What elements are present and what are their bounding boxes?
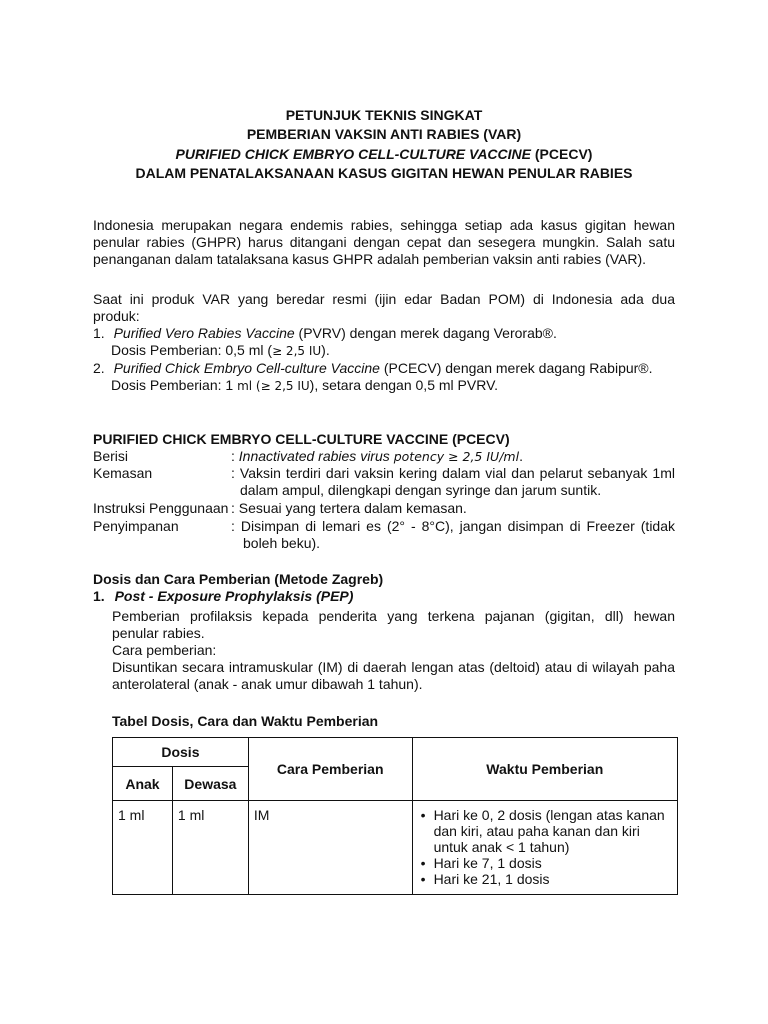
product-item-2-name: Purified Chick Embryo Cell-culture Vaccine xyxy=(113,360,380,376)
berisi-dot: . xyxy=(519,448,523,464)
pep-number: 1. xyxy=(93,588,105,604)
penyimpanan-line: : Disimpan di lemari es (2° - 8°C), jangan disimpan di Freezer (tidak xyxy=(231,518,675,534)
berisi-potency: potency ≥ 2,5 IU/ml xyxy=(389,449,520,464)
pep-heading xyxy=(93,588,353,605)
penyimpanan-value xyxy=(231,518,675,552)
pep-line: Pemberian profilaksis kepada penderita yang terkena pajanan (gigitan, dll) hewan xyxy=(112,608,675,624)
kemasan-line: : Vaksin terdiri dari vaksin kering dalam vial dan pelarut sebanyak 1ml xyxy=(231,465,675,481)
cell-dewasa: 1 ml xyxy=(172,801,248,895)
intro-paragraph xyxy=(93,217,675,268)
cara-line: anterolateral (anak - anak umur dibawah 1 tahun). xyxy=(112,676,423,692)
cara-label: Cara pemberian: xyxy=(112,642,217,658)
header-waktu-pemberian: Waktu Pemberian xyxy=(412,738,677,801)
product-item-1-dose-value: ≥ 2,5 IU xyxy=(272,344,322,358)
products-intro-line: produk: xyxy=(93,308,140,324)
berisi-colon: : xyxy=(231,448,239,464)
doc-title-line2: PEMBERIAN VAKSIN ANTI RABIES (VAR) xyxy=(246,126,522,142)
product-item-2-dose-end: ), setara dengan 0,5 ml PVRV. xyxy=(309,377,499,393)
penyimpanan-label: Penyimpanan xyxy=(93,518,179,534)
waktu-item-1-line: dan kiri, atau paha kanan dan kiri xyxy=(433,823,640,839)
instruksi-value: : Sesuai yang tertera dalam kemasan. xyxy=(231,500,467,516)
doc-title-line4: DALAM PENATALAKSANAAN KASUS GIGITAN HEWAN PENULAR RABIES xyxy=(135,165,633,181)
table-caption: Tabel Dosis, Cara dan Waktu Pemberian xyxy=(112,713,379,729)
list-item: • Hari ke 7, 1 dosis xyxy=(417,855,677,871)
product-item-2 xyxy=(93,360,653,377)
doc-title-line1: PETUNJUK TEKNIS SINGKAT xyxy=(285,107,483,123)
header-dosis: Dosis xyxy=(113,738,249,767)
kemasan-label: Kemasan xyxy=(93,465,153,481)
products-intro-line: Saat ini produk VAR yang beredar resmi (ijin edar Badan POM) di Indonesia ada dua xyxy=(93,291,675,307)
kemasan-value xyxy=(231,465,675,499)
cara-line: Disuntikan secara intramuskular (IM) di daerah lengan atas (deltoid) atau di wilayah paha xyxy=(112,659,675,675)
berisi-virus: Innactivated rabies virus xyxy=(238,448,390,464)
waktu-item-1-line: untuk anak < 1 tahun) xyxy=(433,839,570,855)
header-anak: Anak xyxy=(113,767,173,801)
product-item-1-name: Purified Vero Rabies Vaccine xyxy=(113,325,295,341)
list-item xyxy=(417,807,677,855)
waktu-item-1-line: • Hari ke 0, 2 dosis (lengan atas kanan xyxy=(433,807,665,823)
intro-line: penanganan dalam tatalaksana kasus GHPR adalah pemberian vaksin anti rabies (VAR). xyxy=(93,251,647,267)
berisi-label: Berisi xyxy=(93,448,129,464)
doc-title-line3-tail: (PCECV) xyxy=(531,146,593,162)
product-item-2-number: 2. xyxy=(93,360,105,376)
dosis-title: Dosis dan Cara Pemberian (Metode Zagreb) xyxy=(93,571,384,587)
pep-paragraph xyxy=(112,608,675,693)
header-cara-pemberian: Cara Pemberian xyxy=(248,738,412,801)
product-item-1-dose-text: Dosis Pemberian: 0,5 ml ( xyxy=(111,342,273,358)
header-dewasa: Dewasa xyxy=(172,767,248,801)
product-item-1-dose-end: ). xyxy=(321,342,330,358)
intro-line: penular rabies (GHPR) harus ditangani dengan cepat dan sesegera mungkin. Salah satu xyxy=(93,234,675,250)
product-item-1 xyxy=(93,325,557,342)
table-row xyxy=(113,801,678,895)
cell-cara: IM xyxy=(248,801,412,895)
doc-title-line3 xyxy=(0,146,768,163)
products-intro xyxy=(93,291,675,325)
product-item-2-dose xyxy=(111,377,498,395)
dose-table xyxy=(112,737,678,895)
instruksi-label: Instruksi Penggunaan xyxy=(93,500,229,516)
pcecv-title: PURIFIED CHICK EMBRYO CELL-CULTURE VACCINE (PCECV) xyxy=(93,431,510,447)
pep-title: Post - Exposure Prophylaksis (PEP) xyxy=(114,588,354,604)
pep-line: penular rabies. xyxy=(112,625,205,641)
waktu-list xyxy=(417,807,677,887)
intro-line: Indonesia merupakan negara endemis rabies, sehingga setiap ada kasus gigitan hewan xyxy=(93,217,675,233)
penyimpanan-line: boleh beku). xyxy=(243,535,321,551)
doc-title-line3-italic: PURIFIED CHICK EMBRYO CELL-CULTURE VACCINE xyxy=(175,146,531,162)
kemasan-line: dalam ampul, dilengkapi dengan syringe dan jarum suntik. xyxy=(240,482,602,498)
berisi-value xyxy=(231,448,523,465)
product-item-2-dose-text: Dosis Pemberian: 1 xyxy=(111,377,238,393)
product-item-1-dose xyxy=(111,342,330,360)
cell-anak: 1 ml xyxy=(113,801,173,895)
table-header-row xyxy=(113,738,678,767)
list-item: • Hari ke 21, 1 dosis xyxy=(417,871,677,887)
cell-waktu xyxy=(412,801,677,895)
product-item-1-desc: (PVRV) dengan merek dagang Verorab®. xyxy=(294,325,557,341)
product-item-2-desc: (PCECV) dengan merek dagang Rabipur®. xyxy=(379,360,653,376)
product-item-1-number: 1. xyxy=(93,325,105,341)
product-item-2-dose-value: ml (≥ 2,5 IU xyxy=(237,379,310,393)
